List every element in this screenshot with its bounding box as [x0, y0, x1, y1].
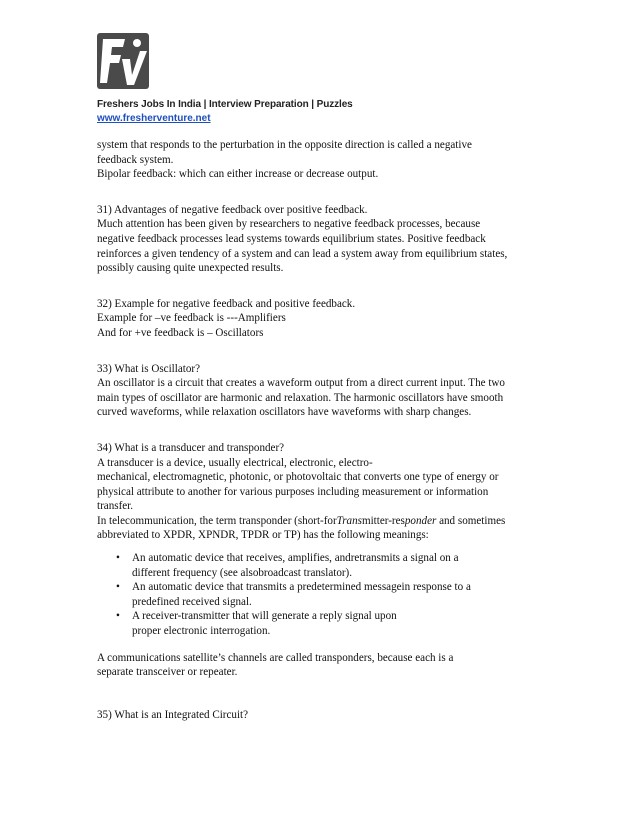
- answer-line: An oscillator is a circuit that creates a waveform output from a direct current input. The two: [97, 377, 505, 390]
- question-35-title: 35) What is an Integrated Circuit?: [97, 708, 249, 721]
- list-item-line: An automatic device that transmits a predetermined messagein response to a: [132, 581, 471, 594]
- answer-line: mechanical, electromagnetic, photonic, or photovoltaic that converts one type of energy or: [97, 471, 499, 484]
- question-31-title: 31) Advantages of negative feedback over positive feedback.: [97, 203, 368, 216]
- italic-run: Trans: [336, 514, 362, 527]
- answer-line: transfer.: [97, 500, 134, 513]
- answer-line: [97, 514, 542, 529]
- answer-line: abbreviated to XPDR, XPNDR, TPDR or TP) has the following meanings:: [97, 529, 429, 542]
- intro-line: system that responds to the perturbation in the opposite direction is called a negative: [97, 139, 472, 151]
- answer-line: And for +ve feedback is – Oscillators: [97, 326, 264, 339]
- answer-line: reinforces a given tendency of a system and can lead a system away from equilibrium states,: [97, 247, 508, 260]
- list-item: [97, 551, 542, 580]
- question-33-title: 33) What is Oscillator?: [97, 362, 201, 375]
- text-run: In telecommunication, the term transponder (short-for: [97, 514, 337, 527]
- answer-line: Much attention has been given by researchers to negative feedback processes, because: [97, 218, 481, 231]
- answer-line: A communications satellite’s channels are called transponders, because each is a: [97, 651, 454, 664]
- list-item-line: A receiver-transmitter that will generate a reply signal upon: [132, 610, 397, 623]
- text-run: mitter-res: [361, 514, 405, 527]
- answer-line: possibly causing quite unexpected results.: [97, 262, 284, 275]
- answer-line: main types of oscillator are harmonic and relaxation. The harmonic oscillators have smooth: [97, 391, 504, 404]
- site-tagline: Freshers Jobs In India | Interview Preparation | Puzzles: [97, 99, 353, 110]
- answer-line: physical attribute to another for various purposes including measurement or information: [97, 485, 489, 498]
- italic-run: ponder: [404, 514, 437, 527]
- answer-line: separate transceiver or repeater.: [97, 666, 238, 679]
- list-item-line: An automatic device that receives, amplifies, andretransmits a signal on a: [132, 552, 459, 565]
- list-item: [97, 580, 542, 609]
- bullet-icon: •: [116, 552, 120, 565]
- list-item: [97, 609, 542, 638]
- bullet-icon: •: [116, 581, 120, 594]
- intro-line: Bipolar feedback: which can either increase or decrease output.: [97, 168, 379, 181]
- answer-line: A transducer is a device, usually electrical, electronic, electro-: [97, 456, 373, 469]
- list-item-line: predefined received signal.: [132, 595, 252, 608]
- bullet-list: [97, 551, 542, 639]
- site-url-link[interactable]: www.fresherventure.net: [97, 113, 211, 124]
- answer-line: curved waveforms, while relaxation oscillators have waveforms with sharp changes.: [97, 406, 472, 419]
- site-header: [97, 98, 353, 126]
- text-run: and sometimes: [436, 514, 506, 527]
- question-34-title: 34) What is a transducer and transponder?: [97, 441, 285, 454]
- question-32-title: 32) Example for negative feedback and positive feedback.: [97, 297, 356, 310]
- document-body: [97, 138, 542, 722]
- answer-line: negative feedback processes lead systems towards equilibrium states. Positive feedback: [97, 232, 486, 245]
- list-item-line: proper electronic interrogation.: [132, 625, 271, 638]
- list-item-line: different frequency (see alsobroadcast translator).: [132, 566, 353, 579]
- fresherventure-logo: [97, 33, 149, 89]
- intro-line: feedback system.: [97, 153, 174, 166]
- answer-line: Example for –ve feedback is ---Amplifiers: [97, 312, 286, 325]
- bullet-icon: •: [116, 610, 120, 623]
